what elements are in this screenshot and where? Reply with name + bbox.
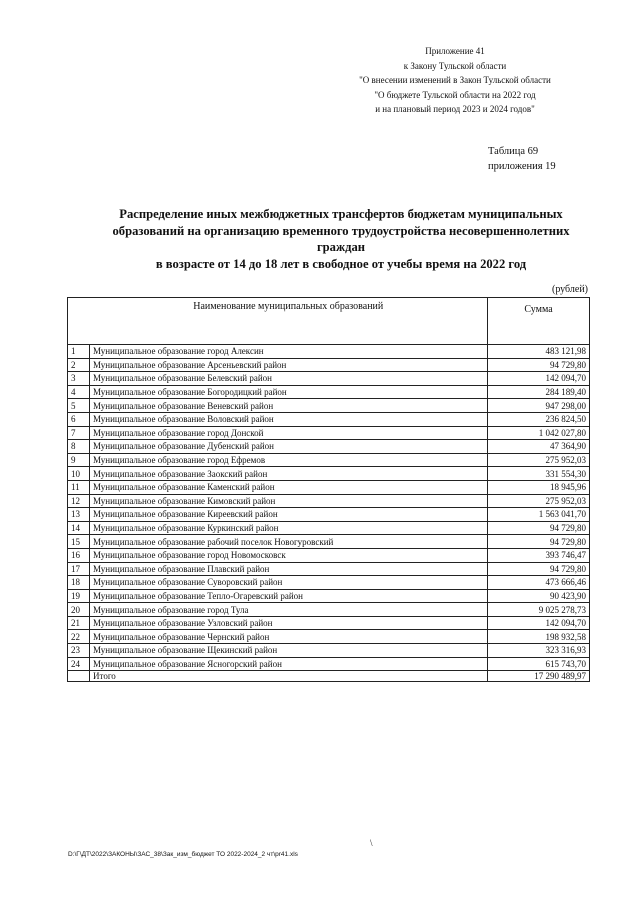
table-row	[68, 616, 590, 630]
row-sum: 198 932,58	[488, 630, 590, 644]
row-sum: 94 729,80	[488, 535, 590, 549]
row-sum: 94 729,80	[488, 521, 590, 535]
row-name: Муниципальное образование Кимовский район	[90, 494, 488, 508]
table-row	[68, 657, 590, 671]
row-name: Муниципальное образование Тепло-Огаревский район	[90, 589, 488, 603]
row-name: Муниципальное образование рабочий поселок Новогуровский	[90, 535, 488, 549]
appendix-line: "О бюджете Тульской области на 2022 год	[374, 89, 536, 100]
row-sum: 90 423,90	[488, 589, 590, 603]
table-row	[68, 548, 590, 562]
table-row	[68, 508, 590, 522]
row-sum: 236 824,50	[488, 412, 590, 426]
header-sum: Сумма	[488, 298, 590, 345]
row-number: 7	[68, 426, 90, 440]
appendix-line: Приложение 41	[425, 46, 485, 56]
row-sum: 483 121,98	[488, 345, 590, 359]
row-sum: 1 563 041,70	[488, 508, 590, 522]
row-sum: 94 729,80	[488, 562, 590, 576]
appendix-line: и на плановый период 2023 и 2024 годов"	[375, 104, 535, 115]
appendix-header	[340, 44, 570, 117]
row-name: Муниципальное образование Воловский район	[90, 412, 488, 426]
row-name: Муниципальное образование Веневский район	[90, 399, 488, 413]
table-row	[68, 372, 590, 386]
table-row	[68, 358, 590, 372]
table-row	[68, 630, 590, 644]
row-name: Муниципальное образование Заокский район	[90, 467, 488, 481]
row-number: 8	[68, 440, 90, 454]
row-sum: 473 666,46	[488, 576, 590, 590]
row-name: Муниципальное образование город Новомосковск	[90, 548, 488, 562]
row-number: 21	[68, 616, 90, 630]
table-row	[68, 562, 590, 576]
row-name: Муниципальное образование Щекинский район	[90, 644, 488, 658]
row-name: Муниципальное образование Богородицкий район	[90, 385, 488, 399]
appendix-line: к Закону Тульской области	[403, 60, 507, 71]
total-number-cell	[68, 671, 90, 682]
row-name: Муниципальное образование Каменский район	[90, 480, 488, 494]
row-number: 16	[68, 548, 90, 562]
table-row	[68, 385, 590, 399]
title-line: образований на организацию временного трудоустройства несовершеннолетних граждан	[112, 223, 570, 254]
row-name: Муниципальное образование Белевский район	[90, 372, 488, 386]
table-row	[68, 480, 590, 494]
row-name: Муниципальное образование Узловский район	[90, 616, 488, 630]
row-sum: 331 554,30	[488, 467, 590, 481]
table-row	[68, 603, 590, 617]
row-name: Муниципальное образование Суворовский район	[90, 576, 488, 590]
row-number: 6	[68, 412, 90, 426]
title-line: Распределение иных межбюджетных трансфертов бюджетам муниципальных	[119, 207, 563, 221]
document-title	[88, 206, 594, 272]
units-label: (рублей)	[551, 284, 588, 295]
file-path-footer: D:\Г\ДТ\2022\ЗАКОНЫ\ЗАС_38\Зак_изм_бюджет ТО 2022-2024_2 чт\pr41.xls	[68, 851, 298, 858]
handwritten-mark: \	[370, 838, 373, 848]
header-name: Наименование муниципальных образований	[90, 298, 488, 345]
row-number: 9	[68, 453, 90, 467]
table-row	[68, 453, 590, 467]
row-number: 20	[68, 603, 90, 617]
table-ref-line: Таблица 69	[488, 146, 539, 157]
row-sum: 284 189,40	[488, 385, 590, 399]
row-number: 12	[68, 494, 90, 508]
row-number: 1	[68, 345, 90, 359]
table-row	[68, 412, 590, 426]
row-name: Муниципальное образование город Тула	[90, 603, 488, 617]
table-row	[68, 535, 590, 549]
row-name: Муниципальное образование Дубенский район	[90, 440, 488, 454]
row-sum: 9 025 278,73	[488, 603, 590, 617]
table-row	[68, 440, 590, 454]
row-name: Муниципальное образование Чернский район	[90, 630, 488, 644]
row-sum: 393 746,47	[488, 548, 590, 562]
row-name: Муниципальное образование город Ефремов	[90, 453, 488, 467]
table-row	[68, 399, 590, 413]
table-row	[68, 644, 590, 658]
row-sum: 47 364,90	[488, 440, 590, 454]
row-sum: 142 094,70	[488, 372, 590, 386]
row-number: 10	[68, 467, 90, 481]
table-body	[68, 345, 590, 671]
row-sum: 94 729,80	[488, 358, 590, 372]
table-header-row	[68, 298, 590, 345]
header-number	[68, 298, 90, 345]
row-sum: 275 952,03	[488, 494, 590, 508]
row-number: 13	[68, 508, 90, 522]
row-number: 15	[68, 535, 90, 549]
table-row	[68, 494, 590, 508]
total-row	[68, 671, 590, 682]
table-row	[68, 467, 590, 481]
row-number: 2	[68, 358, 90, 372]
table-reference	[488, 145, 556, 174]
row-number: 22	[68, 630, 90, 644]
row-number: 19	[68, 589, 90, 603]
table-row	[68, 521, 590, 535]
row-name: Муниципальное образование город Алексин	[90, 345, 488, 359]
row-name: Муниципальное образование Куркинский район	[90, 521, 488, 535]
total-sum: 17 290 489,97	[488, 671, 590, 682]
row-number: 5	[68, 399, 90, 413]
row-name: Муниципальное образование Киреевский район	[90, 508, 488, 522]
row-number: 14	[68, 521, 90, 535]
row-number: 18	[68, 576, 90, 590]
total-label: Итого	[90, 671, 488, 682]
row-number: 4	[68, 385, 90, 399]
row-number: 3	[68, 372, 90, 386]
row-number: 11	[68, 480, 90, 494]
row-sum: 1 042 027,80	[488, 426, 590, 440]
table-row	[68, 345, 590, 359]
row-number: 24	[68, 657, 90, 671]
table-row	[68, 589, 590, 603]
row-sum: 947 298,00	[488, 399, 590, 413]
row-sum: 142 094,70	[488, 616, 590, 630]
table-row	[68, 426, 590, 440]
row-sum: 275 952,03	[488, 453, 590, 467]
row-name: Муниципальное образование Ясногорский район	[90, 657, 488, 671]
distribution-table	[67, 297, 590, 682]
title-line: в возрасте от 14 до 18 лет в свободное от учебы время на 2022 год	[155, 256, 527, 271]
row-sum: 615 743,70	[488, 657, 590, 671]
row-number: 17	[68, 562, 90, 576]
appendix-line: "О внесении изменений в Закон Тульской области	[359, 75, 551, 86]
row-number: 23	[68, 644, 90, 658]
row-name: Муниципальное образование город Донской	[90, 426, 488, 440]
table-row	[68, 576, 590, 590]
row-name: Муниципальное образование Плавский район	[90, 562, 488, 576]
row-name: Муниципальное образование Арсеньевский район	[90, 358, 488, 372]
table-ref-line: приложения 19	[488, 160, 556, 172]
row-sum: 18 945,96	[488, 480, 590, 494]
row-sum: 323 316,93	[488, 644, 590, 658]
